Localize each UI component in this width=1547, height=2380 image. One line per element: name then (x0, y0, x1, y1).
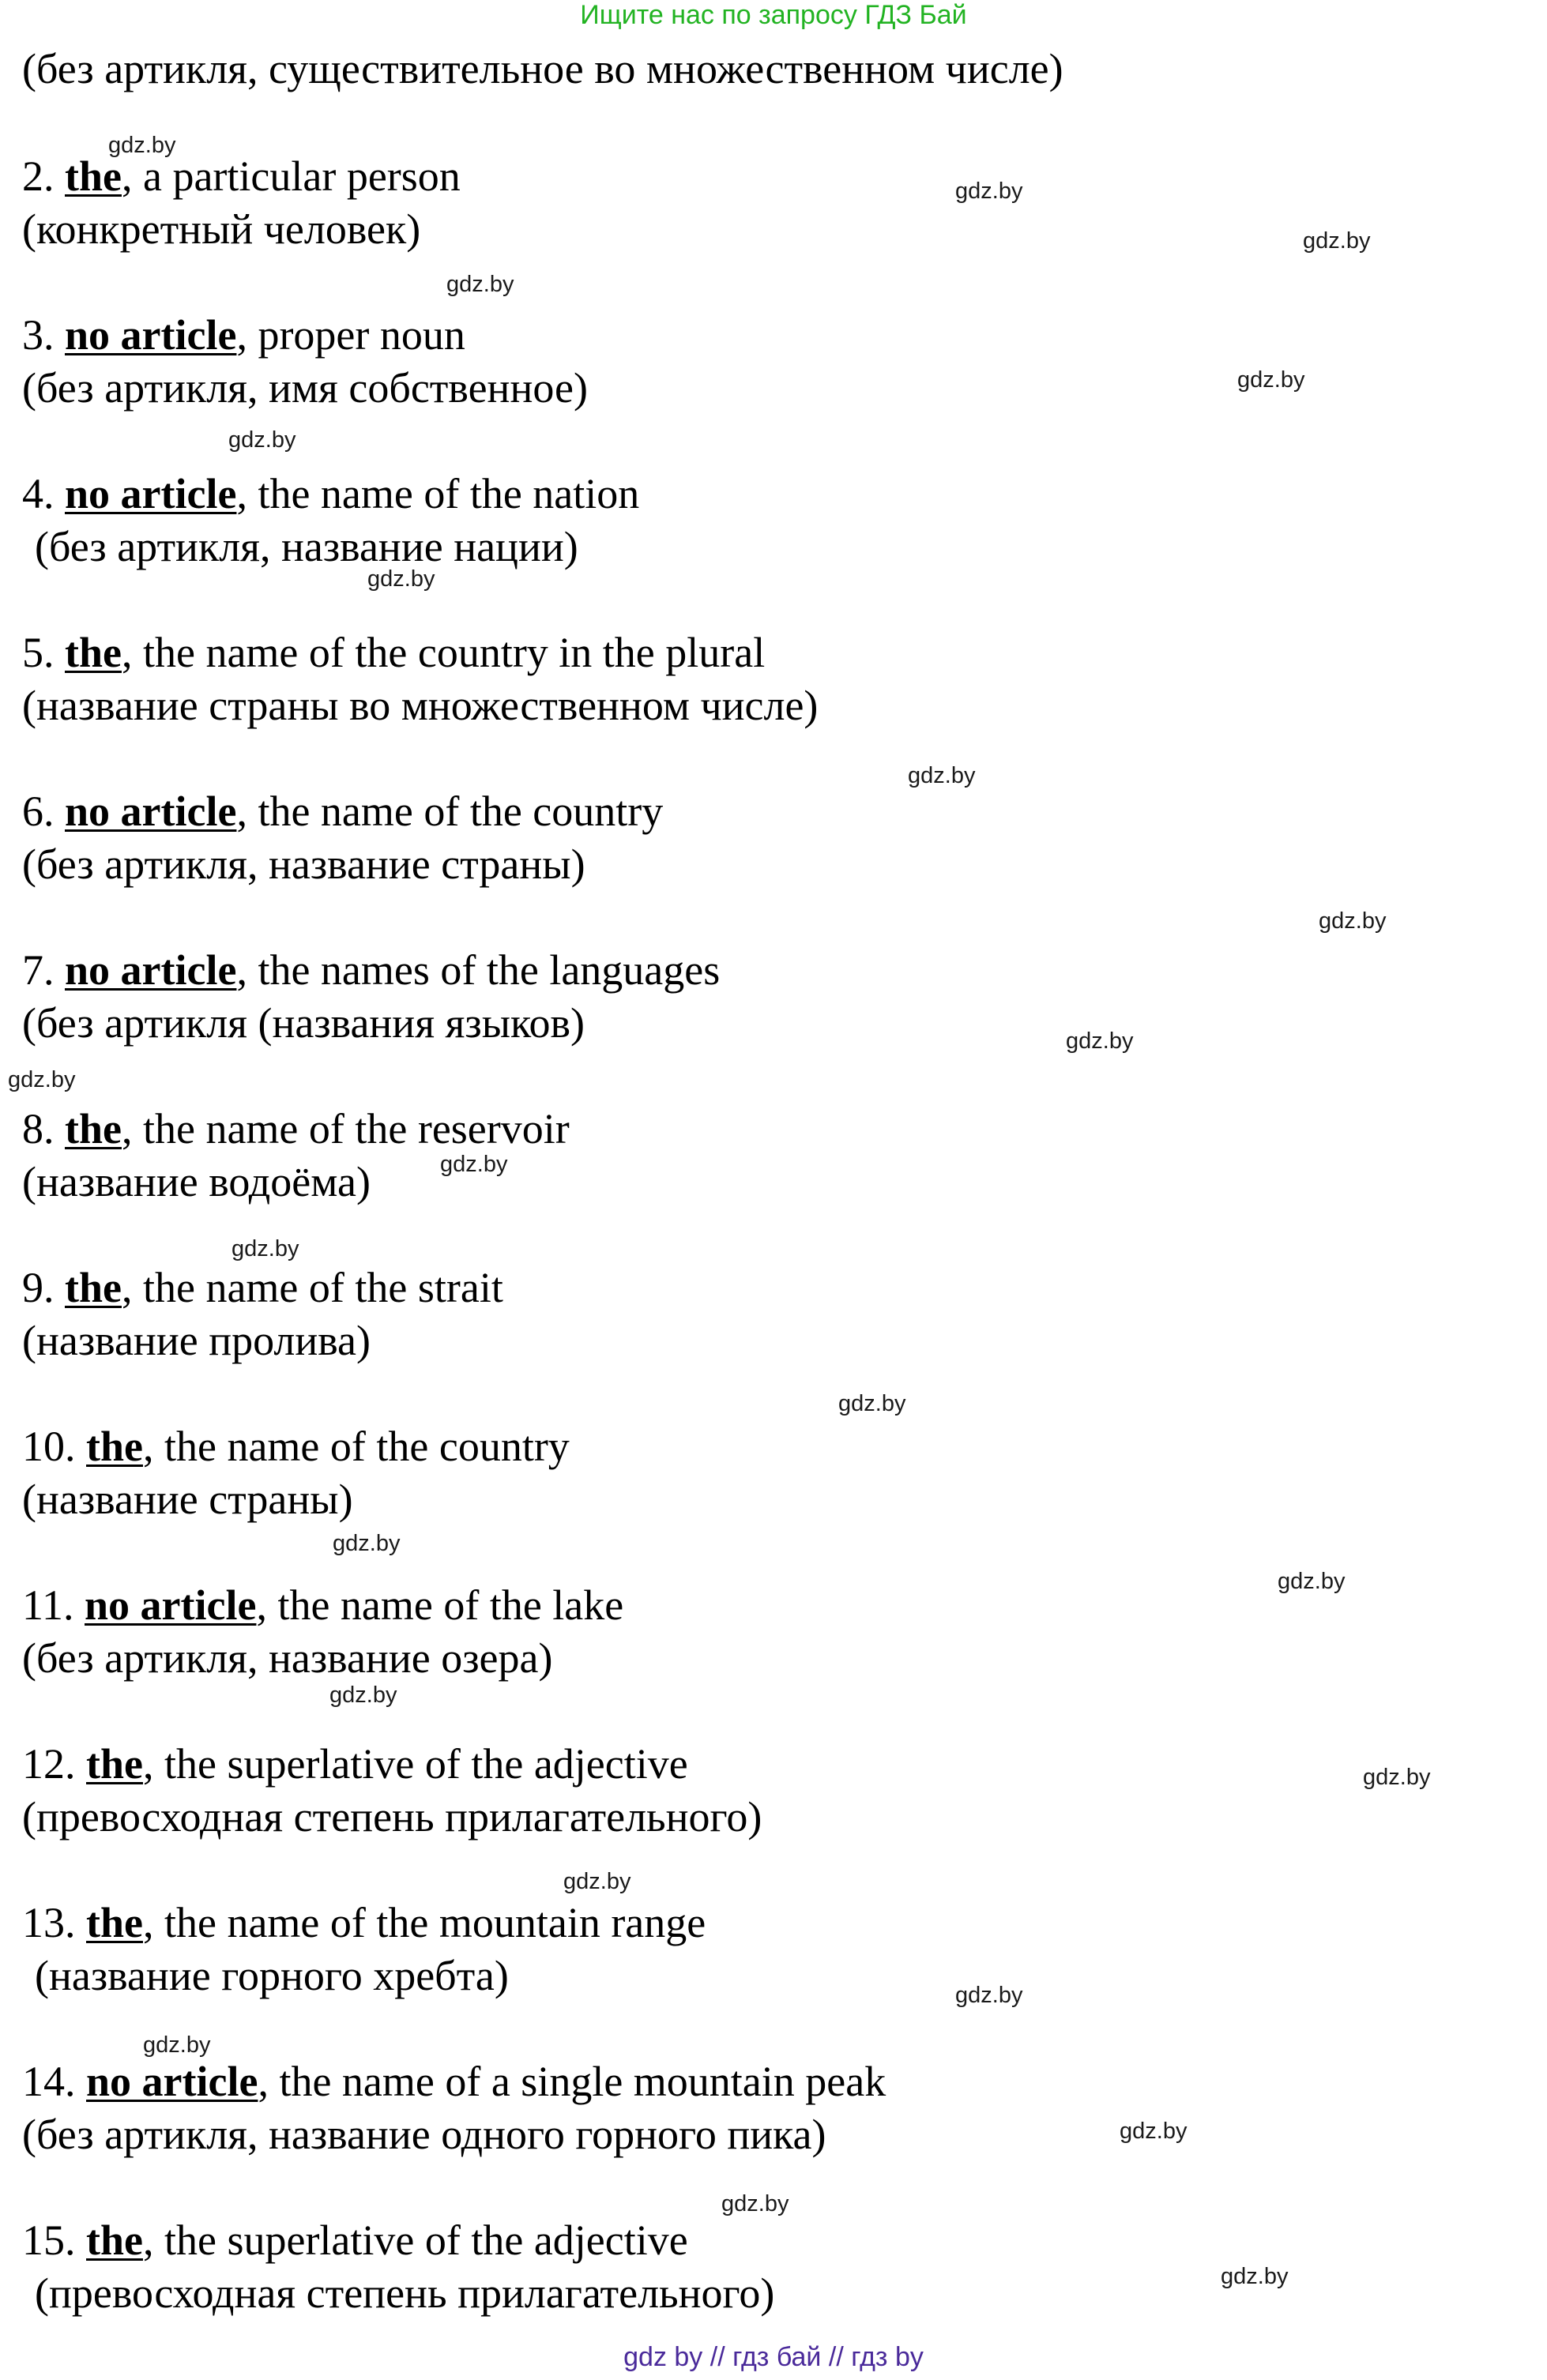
item-12-translation: (превосходная степень прилагательного) (22, 1793, 762, 1840)
watermark: gdz.by (329, 1683, 397, 1708)
item-8-line (22, 1104, 570, 1153)
item-number: 8. (22, 1105, 65, 1152)
answer-article: the (86, 1423, 143, 1470)
item-6-line (22, 787, 663, 836)
item-description: , the names of the languages (236, 946, 721, 994)
item-description: , the name of the country (142, 1423, 570, 1470)
watermark: gdz.by (721, 2191, 789, 2216)
item-2-line (22, 152, 461, 201)
item-14-translation: (без артикля, название одного горного пика) (22, 2111, 826, 2158)
item-14-line (22, 2057, 886, 2106)
watermark: gdz.by (908, 763, 976, 788)
item-7-translation: (без артикля (названия языков) (22, 999, 585, 1047)
item-5-line (22, 628, 765, 677)
item-15-translation: (превосходная степень прилагательного) (35, 2269, 775, 2317)
watermark: gdz.by (955, 179, 1023, 204)
footer-text: gdz by // гдз бай // гдз by (623, 2342, 924, 2372)
item-7-line (22, 946, 720, 994)
item-description: , proper noun (236, 311, 465, 359)
item-3-translation: (без артикля, имя собственное) (22, 364, 588, 412)
item-description: , the superlative of the adjective (142, 2216, 688, 2264)
item-number: 15. (22, 2216, 86, 2264)
watermark: gdz.by (143, 2032, 211, 2058)
item-description: , a particular person (121, 152, 461, 200)
item-description: , the name of the country in the plural (121, 629, 766, 676)
item-8-translation: (название водоёма) (22, 1158, 371, 1205)
watermark: gdz.by (1221, 2264, 1289, 2289)
item-number: 12. (22, 1740, 86, 1788)
item-11-line (22, 1581, 623, 1630)
watermark: gdz.by (367, 566, 435, 592)
item-description: , the name of the nation (236, 470, 640, 517)
answer-article: no article (65, 788, 237, 835)
watermark: gdz.by (1066, 1028, 1134, 1054)
item-13-translation: (название горного хребта) (35, 1952, 509, 1999)
answer-article: no article (65, 311, 237, 359)
item-10-line (22, 1422, 570, 1471)
answer-article: no article (65, 470, 237, 517)
watermark: gdz.by (446, 272, 514, 297)
item-description: , the name of a single mountain peak (258, 2058, 886, 2105)
item-3-line (22, 310, 465, 359)
top-banner: Ищите нас по запросу ГДЗ Бай (580, 0, 967, 30)
item-15-line (22, 2216, 688, 2265)
watermark: gdz.by (1303, 228, 1371, 254)
item-description: , the superlative of the adjective (142, 1740, 688, 1788)
item-9-translation: (название пролива) (22, 1317, 371, 1364)
item-number: 2. (22, 152, 65, 200)
answer-article: no article (85, 1581, 257, 1629)
watermark: gdz.by (563, 1869, 631, 1894)
answer-article: no article (65, 946, 237, 994)
item-4-line (22, 469, 639, 518)
item-description: , the name of the lake (256, 1581, 624, 1629)
watermark: gdz.by (1363, 1765, 1431, 1790)
answer-article: the (86, 2216, 143, 2264)
item-9-line (22, 1263, 503, 1312)
item-11-translation: (без артикля, название озера) (22, 1634, 553, 1682)
item-5-translation: (название страны во множественном числе) (22, 682, 819, 729)
item-number: 9. (22, 1264, 65, 1311)
item-4-translation: (без артикля, название нации) (35, 523, 578, 570)
watermark: gdz.by (8, 1067, 76, 1092)
item-description: , the name of the reservoir (121, 1105, 570, 1152)
item-number: 10. (22, 1423, 86, 1470)
answer-article: the (65, 1105, 122, 1152)
watermark: gdz.by (1120, 2119, 1188, 2144)
watermark: gdz.by (955, 1983, 1023, 2008)
watermark: gdz.by (440, 1152, 508, 1177)
answer-article: the (86, 1740, 143, 1788)
watermark: gdz.by (228, 427, 296, 453)
item-number: 5. (22, 629, 65, 676)
watermark: gdz.by (231, 1236, 299, 1261)
item-2-translation: (конкретный человек) (22, 205, 421, 253)
item-description: , the name of the country (236, 788, 664, 835)
item-6-translation: (без артикля, название страны) (22, 840, 585, 888)
item-number: 7. (22, 946, 65, 994)
watermark: gdz.by (838, 1391, 906, 1416)
item-number: 11. (22, 1581, 85, 1629)
item-description: , the name of the strait (121, 1264, 503, 1311)
item-number: 13. (22, 1899, 86, 1946)
item-13-line (22, 1898, 706, 1947)
item-10-translation: (название страны) (22, 1476, 353, 1523)
answer-article: no article (86, 2058, 258, 2105)
item-description: , the name of the mountain range (142, 1899, 706, 1946)
item-number: 14. (22, 2058, 86, 2105)
watermark: gdz.by (1278, 1569, 1346, 1594)
answer-article: the (65, 1264, 122, 1311)
watermark: gdz.by (1237, 367, 1305, 393)
answer-article: the (86, 1899, 143, 1946)
item-number: 3. (22, 311, 65, 359)
watermark: gdz.by (108, 133, 176, 158)
answer-article: the (65, 152, 122, 200)
watermark: gdz.by (1319, 908, 1387, 934)
answer-article: the (65, 629, 122, 676)
item-number: 6. (22, 788, 65, 835)
item-number: 4. (22, 470, 65, 517)
item-12-line (22, 1739, 688, 1788)
watermark: gdz.by (333, 1531, 401, 1556)
item-1-translation: (без артикля, существительное во множественном числе) (22, 45, 1063, 92)
